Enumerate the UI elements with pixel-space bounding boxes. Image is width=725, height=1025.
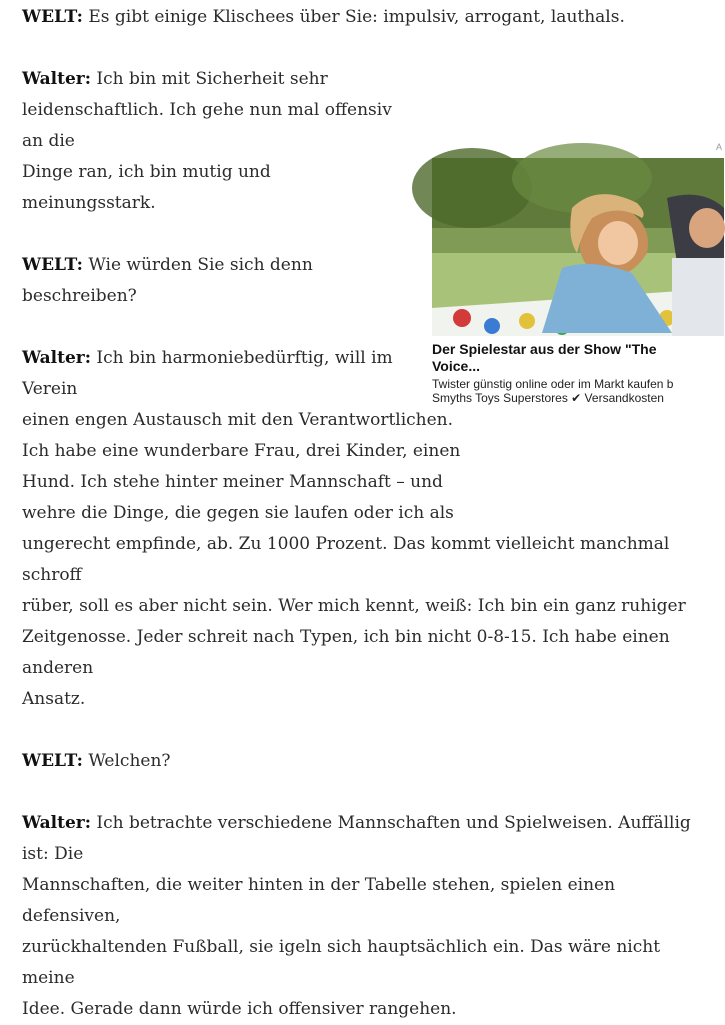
ad-description-line[interactable]: Twister günstig online oder im Markt kaufen b (432, 377, 674, 391)
ad-choices-icon[interactable]: A (715, 142, 722, 152)
speaker-label: WELT: (22, 7, 83, 27)
answer-text: leidenschaftlich. Ich gehe nun mal offensiv an die (22, 100, 392, 151)
answer-text: Ich bin harmoniebedürftig, will im Verein (22, 348, 393, 399)
answer-text: Ich betrachte verschiedene Mannschaften und Spielweisen. Auffällig ist: Die (22, 813, 691, 864)
answer-text: Hund. Ich stehe hinter meiner Mannschaft – und (22, 472, 443, 492)
speaker-label: WELT: (22, 255, 83, 275)
answer-text: einen engen Austausch mit den Verantwortlichen. (22, 410, 454, 430)
answer-text: Ich habe eine wunderbare Frau, drei Kinder, einen (22, 441, 461, 461)
answer-text: ungerecht empfinde, ab. Zu 1000 Prozent. Das kommt vielleicht manchmal schroff (22, 534, 670, 585)
answer-text: Dinge ran, ich bin mutig und meinungsstark. (22, 162, 271, 213)
ad-description-line[interactable]: Smyths Toys Superstores ✔ Versandkosten (432, 391, 664, 405)
speaker-label: Walter: (22, 813, 91, 833)
article-body (22, 0, 722, 1025)
answer-text: Ich bin mit Sicherheit sehr (91, 69, 328, 89)
answer-text: wehre die Dinge, die gegen sie laufen oder ich als (22, 503, 454, 523)
sponsored-ad[interactable] (426, 76, 724, 405)
ad-photo-illustration (432, 158, 724, 336)
ad-headline-line[interactable]: Der Spielestar aus der Show "The (432, 341, 657, 357)
answer-text: rüber, soll es aber nicht sein. Wer mich kennt, weiß: Ich bin ein ganz ruhiger (22, 596, 686, 616)
interview-question (22, 0, 702, 33)
speaker-label: Walter: (22, 348, 91, 368)
question-text: Es gibt einige Klischees über Sie: impulsiv, arrogant, lauthals. (82, 7, 625, 27)
answer-text: zurückhaltenden Fußball, sie igeln sich hauptsächlich ein. Das wäre nicht meine (22, 937, 661, 988)
question-text: Welchen? (82, 751, 171, 771)
interview-answer (22, 808, 702, 1025)
speaker-label: Walter: (22, 69, 91, 89)
ad-headline[interactable] (432, 341, 724, 375)
ad-image[interactable] (432, 158, 724, 336)
answer-text: Ansatz. (22, 689, 86, 709)
answer-text: Idee. Gerade dann würde ich offensiver rangehen. (22, 999, 457, 1019)
ad-headline-line[interactable]: Voice... (432, 358, 480, 374)
speaker-label: WELT: (22, 751, 83, 771)
question-text: Wie würden Sie sich denn beschreiben? (22, 255, 313, 306)
answer-text: Zeitgenosse. Jeder schreit nach Typen, ich bin nicht 0-8-15. Ich habe einen anderen (22, 627, 670, 678)
ad-description[interactable] (432, 377, 724, 405)
interview-question (22, 746, 702, 777)
answer-text: Mannschaften, die weiter hinten in der Tabelle stehen, spielen einen defensiven, (22, 875, 616, 926)
